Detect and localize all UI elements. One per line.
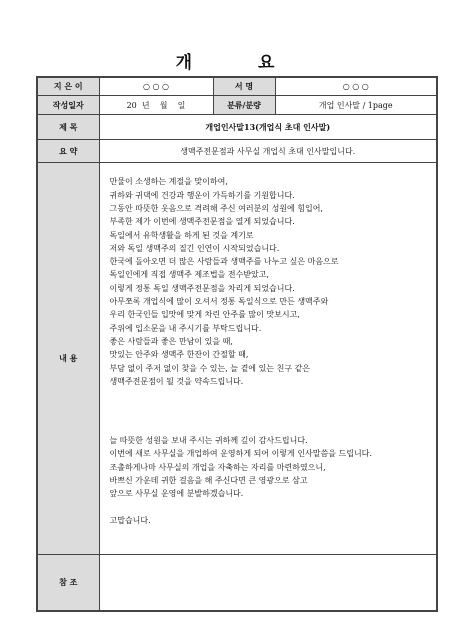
content-row [37,163,437,555]
content-line: 좋은 사람들과 좋은 만남이 있을 때, [109,336,233,346]
page-title: 개 요 [175,53,305,73]
category-value: 개업 인사말 / 1page [275,96,437,115]
content-line: 귀하와 귀댁에 건강과 행운이 가득하기를 기원합니다. [109,190,295,200]
summary-form-table [36,76,438,612]
content-line: 바쁘신 가운데 귀한 걸음을 해 주신다면 큰 영광으로 삼고 [109,475,308,485]
paragraph-spacer [110,388,437,434]
summary-label: 요 약 [37,140,99,163]
signature-label: 서 명 [213,77,275,96]
content-line: 한국에 돌아오면 더 많은 사람들과 생맥주를 나누고 싶은 마음으로 [109,257,339,267]
date-label: 작성일자 [37,96,99,115]
content-line: 이렇게 정통 독일 생맥주전문점을 차리게 되었습니다. [109,283,295,293]
subject-label: 제 목 [37,115,99,140]
content-line: 주위에 입소문을 내 주시기를 부탁드립니다. [109,323,262,333]
content-line: 아무쪼록 개업식에 많이 오셔서 정통 독일식으로 만든 생맥주와 [109,297,329,307]
content-line: 앞으로 사무실 운영에 분발하겠습니다. [109,489,244,499]
author-label: 지 은 이 [37,77,99,96]
content-line: 저와 독일 생맥주의 질긴 인연이 시작되었습니다. [109,243,280,253]
reference-row [37,554,437,611]
content-line: 맛있는 안주와 생맥주 한잔이 간절할 때, [109,350,249,360]
content-label: 내 용 [37,163,99,555]
content-line: 그동안 따뜻한 웃음으로 격려해 주신 여러분의 성원에 힘입어, [109,203,324,213]
content-line: 부담 없이 주저 없이 찾을 수 있는, 늘 곁에 있는 친구 같은 [109,363,311,373]
content-paragraph-2 [110,434,437,500]
paragraph-spacer [110,501,437,514]
content-line: 독일인에게 직접 생맥주 제조법을 전수받았고, [109,270,270,280]
subject-value: 개업인사말13(개업식 초대 인사말) [99,115,437,140]
content-line: 조촐하게나마 사무실의 개업을 자축하는 자리를 마련하였으니, [109,462,326,472]
reference-label: 참 조 [37,554,99,611]
content-line: 부족한 제가 이번에 생맥주전문점을 열게 되었습니다. [109,217,295,227]
content-paragraph-1 [110,175,437,388]
content-line: 생맥주전문점이 될 것을 약속드립니다. [109,376,244,386]
content-line: 독일에서 유학생활을 하게 된 것을 계기로 [109,230,254,240]
summary-row [37,140,437,163]
content-line: 늘 따뜻한 성원을 보내 주시는 귀하께 깊이 감사드립니다. [109,436,308,446]
content-body [99,163,437,555]
author-value: ○ ○ ○ [99,77,213,96]
signature-value: ○ ○ ○ [275,77,437,96]
category-label: 분류/분량 [213,96,275,115]
date-value: 20 년 월 일 [99,96,213,115]
date-row [37,96,437,115]
subject-row [37,115,437,140]
content-line: 이번에 새로 사무실을 개업하여 운영하게 되어 이렇게 인사말씀을 드립니다. [109,449,372,459]
summary-value: 생맥주전문점과 사무실 개업식 초대 인사말입니다. [99,140,437,163]
content-line: 우리 한국인들 입맛에 맞게 차린 안주를 많이 맛보시고, [109,310,300,320]
author-row [37,77,437,96]
content-closing: 고맙습니다. [109,515,151,525]
reference-value [99,554,437,611]
content-line: 만물이 소생하는 계절을 맞이하여, [109,177,228,187]
